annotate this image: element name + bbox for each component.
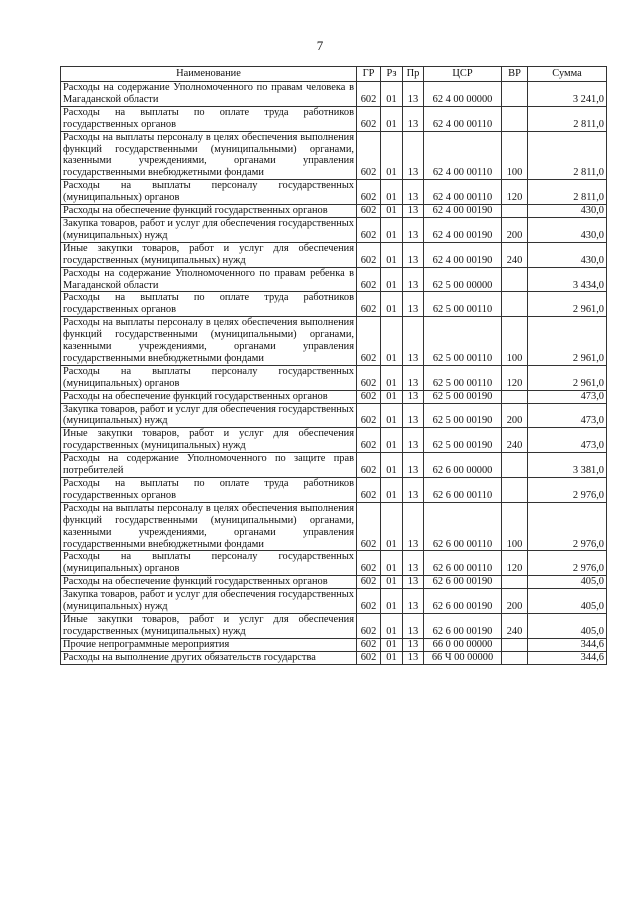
cell-csr: 62 4 00 00110 (424, 180, 502, 205)
cell-vr: 100 (502, 317, 528, 366)
table-row (61, 638, 607, 651)
cell-pr: 13 (403, 180, 424, 205)
cell-pr: 13 (403, 403, 424, 428)
cell-rz: 01 (381, 180, 403, 205)
cell-rz: 01 (381, 613, 403, 638)
cell-name: Расходы на выплаты персоналу государственных (муниципальных) органов (61, 551, 357, 576)
table-row (61, 217, 607, 242)
cell-gr: 602 (357, 82, 381, 107)
cell-pr: 13 (403, 106, 424, 131)
cell-rz: 01 (381, 478, 403, 503)
cell-sum: 405,0 (528, 613, 607, 638)
cell-sum: 344,6 (528, 638, 607, 651)
cell-rz: 01 (381, 403, 403, 428)
cell-csr: 62 6 00 00190 (424, 576, 502, 589)
cell-csr: 62 5 00 00190 (424, 428, 502, 453)
cell-name: Прочие непрограммные мероприятия (61, 638, 357, 651)
table-row (61, 267, 607, 292)
cell-pr: 13 (403, 317, 424, 366)
cell-csr: 62 4 00 00110 (424, 106, 502, 131)
cell-sum: 3 241,0 (528, 82, 607, 107)
cell-pr: 13 (403, 478, 424, 503)
cell-vr: 100 (502, 131, 528, 180)
header-sum: Сумма (528, 67, 607, 82)
cell-csr: 62 6 00 00110 (424, 551, 502, 576)
table-row (61, 651, 607, 664)
cell-rz: 01 (381, 242, 403, 267)
cell-gr: 602 (357, 365, 381, 390)
cell-name: Расходы на выплаты персоналу в целях обеспечения выполнения функций государственными (муниципальными) органами, казенными учреждениями, органами управления государственными внебюджетными фондами (61, 131, 357, 180)
cell-sum: 2 976,0 (528, 478, 607, 503)
cell-gr: 602 (357, 502, 381, 551)
header-csr: ЦСР (424, 67, 502, 82)
cell-sum: 2 961,0 (528, 292, 607, 317)
cell-rz: 01 (381, 317, 403, 366)
cell-csr: 66 0 00 00000 (424, 638, 502, 651)
cell-rz: 01 (381, 205, 403, 218)
cell-gr: 602 (357, 390, 381, 403)
cell-sum: 473,0 (528, 403, 607, 428)
cell-csr: 62 4 00 00190 (424, 242, 502, 267)
cell-sum: 2 961,0 (528, 365, 607, 390)
cell-vr: 120 (502, 365, 528, 390)
cell-csr: 62 6 00 00110 (424, 478, 502, 503)
cell-vr (502, 651, 528, 664)
cell-vr (502, 292, 528, 317)
cell-vr (502, 390, 528, 403)
cell-gr: 602 (357, 217, 381, 242)
table-body (61, 82, 607, 665)
cell-vr: 200 (502, 403, 528, 428)
cell-pr: 13 (403, 453, 424, 478)
cell-rz: 01 (381, 267, 403, 292)
table-row (61, 242, 607, 267)
cell-name: Расходы на содержание Уполномоченного по правам человека в Магаданской области (61, 82, 357, 107)
cell-pr: 13 (403, 390, 424, 403)
cell-csr: 62 4 00 00190 (424, 217, 502, 242)
table-row (61, 205, 607, 218)
cell-vr (502, 267, 528, 292)
cell-gr: 602 (357, 292, 381, 317)
cell-sum: 2 811,0 (528, 106, 607, 131)
cell-pr: 13 (403, 576, 424, 589)
cell-gr: 602 (357, 106, 381, 131)
cell-csr: 62 6 00 00190 (424, 589, 502, 614)
cell-name: Расходы на обеспечение функций государственных органов (61, 205, 357, 218)
table-row (61, 551, 607, 576)
cell-sum: 430,0 (528, 217, 607, 242)
cell-sum: 2 811,0 (528, 180, 607, 205)
cell-rz: 01 (381, 589, 403, 614)
table-row (61, 478, 607, 503)
cell-vr (502, 453, 528, 478)
cell-sum: 473,0 (528, 428, 607, 453)
cell-name: Расходы на выплаты по оплате труда работников государственных органов (61, 106, 357, 131)
table-row (61, 292, 607, 317)
cell-gr: 602 (357, 638, 381, 651)
table-row (61, 502, 607, 551)
table-row (61, 365, 607, 390)
header-name: Наименование (61, 67, 357, 82)
cell-vr (502, 478, 528, 503)
cell-sum: 344,6 (528, 651, 607, 664)
cell-sum: 3 381,0 (528, 453, 607, 478)
cell-pr: 13 (403, 365, 424, 390)
cell-name: Закупка товаров, работ и услуг для обеспечения государственных (муниципальных) нужд (61, 403, 357, 428)
cell-pr: 13 (403, 292, 424, 317)
cell-pr: 13 (403, 267, 424, 292)
cell-pr: 13 (403, 428, 424, 453)
cell-gr: 602 (357, 551, 381, 576)
cell-pr: 13 (403, 217, 424, 242)
cell-name: Расходы на выплаты персоналу в целях обеспечения выполнения функций государственными (муниципальными) органами, казенными учреждениями, органами управления государственными внебюджетными фондами (61, 317, 357, 366)
cell-csr: 62 4 00 00000 (424, 82, 502, 107)
table-row (61, 180, 607, 205)
header-vr: ВР (502, 67, 528, 82)
header-rz: Рз (381, 67, 403, 82)
cell-name: Закупка товаров, работ и услуг для обеспечения государственных (муниципальных) нужд (61, 217, 357, 242)
cell-rz: 01 (381, 453, 403, 478)
cell-sum: 2 961,0 (528, 317, 607, 366)
page-number: 7 (316, 38, 324, 53)
cell-csr: 62 4 00 00110 (424, 131, 502, 180)
cell-name: Иные закупки товаров, работ и услуг для обеспечения государственных (муниципальных) нужд (61, 242, 357, 267)
cell-vr (502, 82, 528, 107)
cell-name: Иные закупки товаров, работ и услуг для обеспечения государственных (муниципальных) нужд (61, 613, 357, 638)
cell-csr: 62 5 00 00190 (424, 403, 502, 428)
cell-vr: 200 (502, 589, 528, 614)
table-row (61, 82, 607, 107)
cell-sum: 2 976,0 (528, 551, 607, 576)
table-row (61, 106, 607, 131)
cell-gr: 602 (357, 131, 381, 180)
table-row (61, 428, 607, 453)
cell-vr: 200 (502, 217, 528, 242)
cell-csr: 62 5 00 00000 (424, 267, 502, 292)
cell-csr: 62 5 00 00110 (424, 317, 502, 366)
budget-table (60, 66, 607, 665)
cell-name: Расходы на выплаты персоналу в целях обеспечения выполнения функций государственными (муниципальными) органами, казенными учреждениями, органами управления государственными внебюджетными фондами (61, 502, 357, 551)
cell-pr: 13 (403, 205, 424, 218)
cell-name: Расходы на выплаты персоналу государственных (муниципальных) органов (61, 365, 357, 390)
cell-sum: 430,0 (528, 242, 607, 267)
cell-pr: 13 (403, 242, 424, 267)
cell-gr: 602 (357, 613, 381, 638)
cell-gr: 602 (357, 428, 381, 453)
cell-vr (502, 106, 528, 131)
cell-rz: 01 (381, 551, 403, 576)
table-header-row (61, 67, 607, 82)
cell-rz: 01 (381, 502, 403, 551)
cell-csr: 62 5 00 00190 (424, 390, 502, 403)
cell-pr: 13 (403, 551, 424, 576)
cell-name: Расходы на обеспечение функций государственных органов (61, 576, 357, 589)
cell-pr: 13 (403, 613, 424, 638)
cell-sum: 405,0 (528, 589, 607, 614)
cell-gr: 602 (357, 205, 381, 218)
cell-name: Расходы на содержание Уполномоченного по защите прав потребителей (61, 453, 357, 478)
cell-pr: 13 (403, 82, 424, 107)
cell-vr (502, 638, 528, 651)
header-pr: Пр (403, 67, 424, 82)
cell-csr: 62 5 00 00110 (424, 292, 502, 317)
cell-rz: 01 (381, 638, 403, 651)
cell-vr (502, 205, 528, 218)
table-row (61, 613, 607, 638)
cell-sum: 473,0 (528, 390, 607, 403)
cell-csr: 62 6 00 00000 (424, 453, 502, 478)
cell-gr: 602 (357, 267, 381, 292)
table-row (61, 390, 607, 403)
table-row (61, 131, 607, 180)
cell-name: Расходы на выплаты по оплате труда работников государственных органов (61, 292, 357, 317)
table-row (61, 589, 607, 614)
cell-rz: 01 (381, 576, 403, 589)
cell-vr: 240 (502, 242, 528, 267)
cell-csr: 62 6 00 00110 (424, 502, 502, 551)
table-row (61, 403, 607, 428)
cell-vr: 120 (502, 180, 528, 205)
cell-vr: 120 (502, 551, 528, 576)
cell-csr: 62 6 00 00190 (424, 613, 502, 638)
cell-gr: 602 (357, 180, 381, 205)
cell-pr: 13 (403, 502, 424, 551)
table-row (61, 317, 607, 366)
table-row (61, 453, 607, 478)
cell-gr: 602 (357, 453, 381, 478)
cell-sum: 2 811,0 (528, 131, 607, 180)
cell-sum: 3 434,0 (528, 267, 607, 292)
cell-rz: 01 (381, 131, 403, 180)
cell-name: Расходы на выплаты персоналу государственных (муниципальных) органов (61, 180, 357, 205)
cell-csr: 62 4 00 00190 (424, 205, 502, 218)
cell-rz: 01 (381, 106, 403, 131)
cell-rz: 01 (381, 390, 403, 403)
cell-pr: 13 (403, 638, 424, 651)
cell-gr: 602 (357, 403, 381, 428)
cell-vr: 240 (502, 613, 528, 638)
cell-vr: 240 (502, 428, 528, 453)
cell-rz: 01 (381, 292, 403, 317)
cell-gr: 602 (357, 317, 381, 366)
cell-name: Расходы на выплаты по оплате труда работников государственных органов (61, 478, 357, 503)
cell-name: Иные закупки товаров, работ и услуг для обеспечения государственных (муниципальных) нужд (61, 428, 357, 453)
cell-sum: 2 976,0 (528, 502, 607, 551)
cell-name: Расходы на выполнение других обязательств государства (61, 651, 357, 664)
cell-gr: 602 (357, 478, 381, 503)
cell-rz: 01 (381, 651, 403, 664)
cell-sum: 405,0 (528, 576, 607, 589)
cell-pr: 13 (403, 131, 424, 180)
cell-name: Расходы на содержание Уполномоченного по правам ребенка в Магаданской области (61, 267, 357, 292)
cell-gr: 602 (357, 242, 381, 267)
cell-csr: 62 5 00 00110 (424, 365, 502, 390)
cell-name: Закупка товаров, работ и услуг для обеспечения государственных (муниципальных) нужд (61, 589, 357, 614)
cell-rz: 01 (381, 428, 403, 453)
cell-gr: 602 (357, 576, 381, 589)
cell-pr: 13 (403, 651, 424, 664)
cell-rz: 01 (381, 365, 403, 390)
cell-rz: 01 (381, 217, 403, 242)
cell-csr: 66 Ч 00 00000 (424, 651, 502, 664)
table-row (61, 576, 607, 589)
cell-vr: 100 (502, 502, 528, 551)
cell-gr: 602 (357, 589, 381, 614)
cell-rz: 01 (381, 82, 403, 107)
header-gr: ГР (357, 67, 381, 82)
cell-name: Расходы на обеспечение функций государственных органов (61, 390, 357, 403)
cell-pr: 13 (403, 589, 424, 614)
cell-vr (502, 576, 528, 589)
cell-sum: 430,0 (528, 205, 607, 218)
cell-gr: 602 (357, 651, 381, 664)
